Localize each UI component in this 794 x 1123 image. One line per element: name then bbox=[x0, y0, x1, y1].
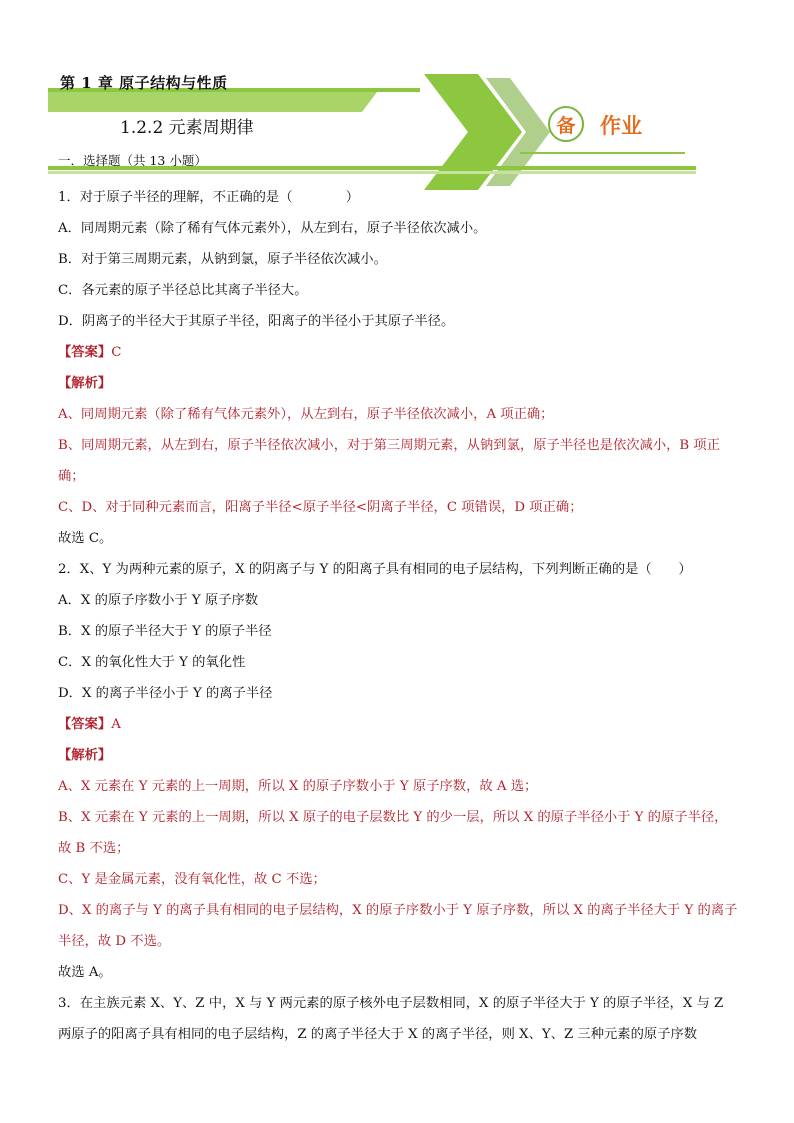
option-b: B．X 的原子半径大于 Y 的原子半径 bbox=[58, 624, 272, 639]
analysis-line: C、D、对于同种元素而言，阳离子半径<原子半径<阴离子半径，C 项错误，D 项正确； bbox=[58, 500, 583, 515]
answer-label: 【答案】 bbox=[58, 717, 112, 732]
question-3 bbox=[58, 988, 738, 1050]
analysis-line: B、X 元素在 Y 元素的上一周期，所以 X 原子的电子层数比 Y 的少一层，所以 X 的原子半径小于 Y 的原子半径，故 B 不选； bbox=[58, 810, 728, 856]
badge-text: 作业 bbox=[600, 114, 642, 138]
analysis-line: D、X 的离子与 Y 的离子具有相同的电子层结构，X 的原子序数小于 Y 原子序数，所以 X 的离子半径大于 Y 的离子半径，故 D 不选。 bbox=[58, 903, 738, 949]
option-c: C．X 的氧化性大于 Y 的氧化性 bbox=[58, 655, 246, 670]
answer-value: A bbox=[111, 717, 121, 732]
conclusion: 故选 C。 bbox=[58, 531, 113, 546]
option-a: A．同周期元素（除了稀有气体元素外），从左到右，原子半径依次减小。 bbox=[58, 221, 487, 236]
question-stem: 2．X、Y 为两种元素的原子，X 的阴离子与 Y 的阳离子具有相同的电子层结构，下列判断正确的是（ ） bbox=[58, 562, 692, 577]
section-title: 1.2.2 元素周期律 bbox=[120, 118, 254, 138]
answer-label: 【答案】 bbox=[58, 345, 112, 360]
answer-line bbox=[58, 709, 738, 740]
option-d: D．X 的离子半径小于 Y 的离子半径 bbox=[58, 686, 273, 701]
question-list bbox=[58, 182, 738, 1050]
analysis-label: 【解析】 bbox=[58, 376, 112, 391]
section-heading: 一．选择题（共 13 小题） bbox=[58, 153, 207, 168]
analysis-line: A、X 元素在 Y 元素的上一周期，所以 X 的原子序数小于 Y 原子序数，故 A 选； bbox=[58, 779, 538, 794]
badge-icon bbox=[548, 106, 584, 142]
badge-char: 备 bbox=[556, 114, 576, 137]
option-d: D．阴离子的半径大于其原子半径，阳离子的半径小于其原子半径。 bbox=[58, 314, 455, 329]
option-a: A．X 的原子序数小于 Y 原子序数 bbox=[58, 593, 259, 608]
question-1 bbox=[58, 182, 738, 554]
question-2 bbox=[58, 554, 738, 988]
question-stem: 1．对于原子半径的理解，不正确的是（ ） bbox=[58, 190, 359, 205]
answer-value: C bbox=[111, 345, 122, 360]
option-b: B．对于第三周期元素，从钠到氯，原子半径依次减小。 bbox=[58, 252, 387, 267]
option-c: C．各元素的原子半径总比其离子半径大。 bbox=[58, 283, 308, 298]
analysis-line: C、Y 是金属元素，没有氧化性，故 C 不选； bbox=[58, 872, 326, 887]
analysis-line: A、同周期元素（除了稀有气体元素外），从左到右，原子半径依次减小，A 项正确； bbox=[58, 407, 554, 422]
page-header bbox=[0, 60, 794, 190]
answer-line bbox=[58, 337, 738, 368]
conclusion: 故选 A。 bbox=[58, 965, 112, 980]
question-stem: 3．在主族元素 X、Y、Z 中，X 与 Y 两元素的原子核外电子层数相同，X 的原子半径大于 Y 的原子半径，X 与 Z 两原子的阳离子具有相同的电子层结构，Z 的离子半径大于 X 的离子半径，则 X、Y、Z 三种元素的原子序数 bbox=[58, 996, 724, 1042]
chapter-title: 第 1 章 原子结构与性质 bbox=[60, 74, 228, 92]
analysis-label: 【解析】 bbox=[58, 748, 112, 763]
analysis-line: B、同周期元素，从左到右，原子半径依次减小，对于第三周期元素，从钠到氯，原子半径也是依次减小，B 项正确； bbox=[58, 438, 721, 484]
